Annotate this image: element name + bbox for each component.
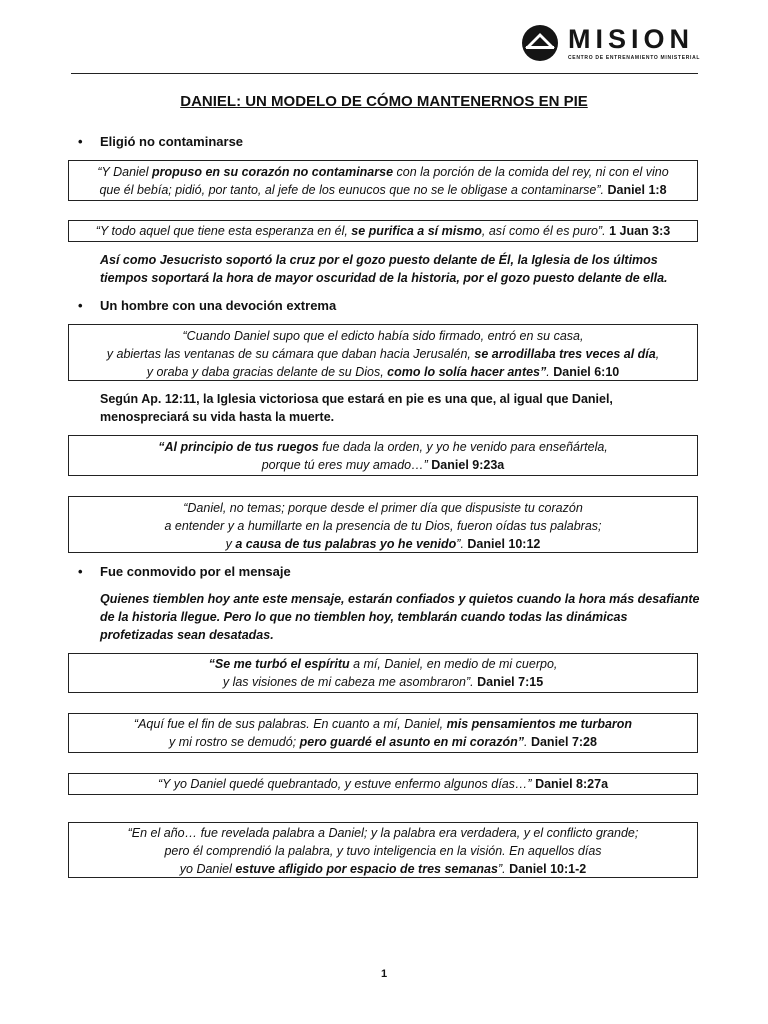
page-title: DANIEL: UN MODELO DE CÓMO MANTENERNOS EN PIE [180,93,588,110]
verse-reference: Daniel 7:28 [530,735,597,749]
verse-reference: Daniel 7:15 [477,675,544,689]
verse-reference: 1 Juan 3:3 [609,224,671,238]
page-number: 1 [380,968,388,980]
bullet-dot: • [78,564,83,579]
mountain-logo-icon [522,25,558,61]
verse-box: “Aquí fue el fin de sus palabras. En cuanto a mí, Daniel, mis pensamientos me turbaron y mi rostro se demudó; pero guardé el asunto en mi corazón”. Daniel 7:28 [68,713,698,753]
verse-box: “En el año… fue revelada palabra a Daniel; y la palabra era verdadera, y el conflicto grande; pero él comprendió la palabra, y tuvo inteligencia en la visión. En aquellos días yo Daniel estuve afligido por espacio de tres semanas”. Daniel 10:1-2 [68,822,698,878]
verse-box: “Y Daniel propuso en su corazón no contaminarse con la porción de la comida del rey, ni con el vino que él bebía; pidió, por tanto, al jefe de los eunucos que no se le obligase a contaminarse”. Daniel 1:8 [68,160,698,201]
verse-reference: Daniel 10:12 [467,537,541,551]
verse-box: “Daniel, no temas; porque desde el primer día que dispusiste tu corazón a entender y a humillarte en la presencia de tu Dios, fueron oídas tus palabras; y a causa de tus palabras yo he venido”. Daniel 10:12 [68,496,698,553]
header-divider [71,73,698,74]
body-paragraph: Así como Jesucristo soportó la cruz por el gozo puesto delante de Él, la Iglesia de los últimos tiempos soportará la hora de mayor oscuridad de la historia, por el gozo puesto delante de ella. [100,253,668,285]
verse-reference: Daniel 6:10 [553,365,620,379]
verse-box: “Se me turbó el espíritu a mí, Daniel, en medio de mi cuerpo, y las visiones de mi cabeza me asombraron”. Daniel 7:15 [68,653,698,693]
verse-box: “Y yo Daniel quedé quebrantado, y estuve enfermo algunos días…” Daniel 8:27a [68,773,698,795]
bullet-label: Fue conmovido por el mensaje [100,564,291,579]
bullet-heading [78,297,336,315]
bullet-label: Un hombre con una devoción extrema [100,298,337,313]
bullet-label: Eligió no contaminarse [100,134,244,149]
brand-name: MISION [568,24,695,54]
bullet-heading [78,563,291,581]
body-paragraph: Quienes tiemblen hoy ante este mensaje, estarán confiados y quietos cuando la hora más desafiante de la historia llegue. Pero lo que no tiemblen hoy, temblarán cuando todas las dinámicas profetizadas sean desatadas. [100,592,700,642]
verse-reference: Daniel 9:23a [431,458,505,472]
verse-reference: Daniel 8:27a [535,777,609,791]
verse-box: “Y todo aquel que tiene esta esperanza en él, se purifica a sí mismo, así como él es puro”. 1 Juan 3:3 [68,220,698,242]
brand-logo [522,24,701,62]
body-paragraph: Según Ap. 12:11, la Iglesia victoriosa que estará en pie es una que, al igual que Daniel, menospreciará su vida hasta la muerte. [100,392,613,424]
verse-box: “Al principio de tus ruegos fue dada la orden, y yo he venido para enseñártela, porque tú eres muy amado…” Daniel 9:23a [68,435,698,476]
verse-reference: Daniel 1:8 [607,183,667,197]
bullet-heading [78,133,243,151]
bullet-dot: • [78,134,83,149]
brand-subtitle: CENTRO DE ENTRENAMIENTO MINISTERIAL [568,55,701,61]
bullet-dot: • [78,298,83,313]
verse-reference: Daniel 10:1-2 [509,862,587,876]
verse-box: “Cuando Daniel supo que el edicto había sido firmado, entró en su casa, y abiertas las ventanas de su cámara que daban hacia Jerusalén, se arrodillaba tres veces al día, y oraba y daba gracias delante de su Dios, como lo solía hacer antes”. Daniel 6:10 [68,324,698,381]
